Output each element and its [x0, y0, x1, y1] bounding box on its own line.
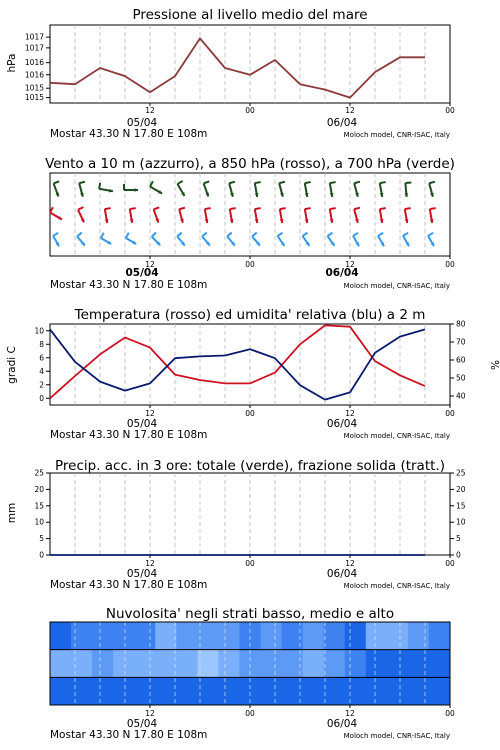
- cloud-cell: [366, 622, 388, 650]
- wind-date-label: 06/04: [325, 267, 359, 279]
- cloud-cell: [92, 650, 114, 678]
- cloud-cell: [134, 677, 156, 705]
- wind-10m-barb: [378, 233, 384, 246]
- cloud-cell: [176, 677, 198, 705]
- cloud-cell: [387, 650, 409, 678]
- temperature-ytick-label: 4: [39, 366, 44, 376]
- wind-hour-label: 12: [145, 260, 155, 269]
- wind-850-barb: [380, 208, 386, 223]
- pressure-ytick-label: 1016: [24, 58, 44, 68]
- cloud-cell: [408, 677, 430, 705]
- cloud-date-label: 05/04: [126, 718, 158, 730]
- cloud-cell: [197, 622, 219, 650]
- precip-ytick-label: 20: [34, 484, 44, 494]
- cloud-location-label: Mostar 43.30 N 17.80 E 108m: [50, 729, 208, 741]
- cloud-hour-label: 12: [345, 709, 355, 718]
- cloud-cell: [429, 622, 451, 650]
- pressure-hour-label: 00: [445, 106, 455, 115]
- temperature-plot-frame: [50, 324, 450, 405]
- cloud-cell: [197, 650, 219, 678]
- cloud-cell: [408, 650, 430, 678]
- temperature-hour-label: 12: [345, 409, 355, 418]
- pressure-ytick-label: 1017: [24, 32, 44, 42]
- cloud-cell: [134, 622, 156, 650]
- wind-700-barb: [178, 181, 185, 196]
- cloud-cell: [50, 650, 72, 678]
- precip-hour-label: 12: [345, 559, 355, 568]
- cloud-cell: [261, 677, 283, 705]
- cloud-cell: [345, 650, 367, 678]
- cloud-cell: [303, 622, 325, 650]
- wind-850-barb: [280, 208, 286, 223]
- wind-location-label: Mostar 43.30 N 17.80 E 108m: [50, 279, 208, 291]
- wind-850-barb: [50, 207, 62, 219]
- wind-850-barb: [305, 208, 311, 223]
- wind-700-barb: [124, 184, 138, 192]
- wind-10m-barb: [252, 233, 260, 246]
- wind-10m-barb: [303, 233, 310, 246]
- cloud-cell: [366, 650, 388, 678]
- precip-ytick-right-label: 20: [456, 484, 466, 494]
- cloud-cell: [113, 650, 135, 678]
- wind-850-barb: [405, 208, 411, 223]
- wind-10m-barb: [227, 233, 235, 246]
- cloud-cell: [429, 677, 451, 705]
- cloud-cell: [408, 622, 430, 650]
- pressure-hour-label: 12: [345, 106, 355, 115]
- pressure-ytick-label: 1016: [24, 70, 44, 80]
- temperature-chart-title: Temperatura (rosso) ed umidita' relativa (blu) a 2 m: [74, 307, 426, 323]
- cloud-credit-label: Moloch model, CNR-ISAC, Italy: [343, 732, 450, 740]
- temperature-credit-label: Moloch model, CNR-ISAC, Italy: [343, 432, 450, 440]
- wind-850-barb: [154, 207, 160, 222]
- precip-chart-title: Precip. acc. in 3 ore: totale (verde), frazione solida (tratt.): [55, 458, 445, 474]
- cloud-cell: [218, 622, 240, 650]
- precip-hour-label: 00: [445, 559, 455, 568]
- precip-ytick-label: 25: [34, 468, 44, 478]
- wind-850-barb: [205, 208, 211, 223]
- precip-credit-label: Moloch model, CNR-ISAC, Italy: [343, 582, 450, 590]
- precip-location-label: Mostar 43.30 N 17.80 E 108m: [50, 579, 208, 591]
- temperature-ytick-label: 6: [39, 353, 44, 363]
- humidity-ytick-label: 70: [456, 337, 466, 347]
- cloud-cell: [92, 677, 114, 705]
- precip-hour-label: 12: [145, 559, 155, 568]
- cloud-cell: [303, 677, 325, 705]
- wind-10m-barb: [278, 233, 285, 246]
- cloud-cell: [50, 622, 72, 650]
- wind-hour-label: 12: [345, 260, 355, 269]
- precip-hour-label: 00: [245, 559, 255, 568]
- humidity-ylabel: %: [488, 360, 500, 370]
- pressure-date-label: 06/04: [326, 117, 358, 129]
- wind-700-barb: [204, 181, 210, 196]
- wind-700-barb: [255, 182, 261, 197]
- pressure-ytick-label: 1015: [24, 93, 44, 103]
- cloud-cell: [134, 650, 156, 678]
- pressure-location-label: Mostar 43.30 N 17.80 E 108m: [50, 128, 208, 140]
- wind-850-barb: [130, 208, 136, 223]
- temperature-ytick-label: 8: [39, 339, 44, 349]
- pressure-chart-title: Pressione al livello medio del mare: [132, 7, 368, 23]
- cloud-cell: [303, 650, 325, 678]
- cloud-cell: [324, 622, 346, 650]
- temperature-ylabel: gradi C: [6, 346, 18, 384]
- cloud-date-label: 06/04: [326, 718, 358, 730]
- cloud-cell: [261, 622, 283, 650]
- wind-700-barb: [79, 182, 85, 197]
- precip-ytick-label: 5: [39, 534, 44, 544]
- cloud-cell: [197, 677, 219, 705]
- pressure-ytick-label: 1017: [24, 43, 44, 53]
- wind-850-barb: [330, 208, 336, 223]
- precip-ytick-right-label: 0: [456, 550, 461, 560]
- wind-10m-barb: [77, 233, 85, 246]
- cloud-cell: [176, 650, 198, 678]
- wind-700-barb: [404, 183, 411, 197]
- precip-ytick-label: 10: [34, 517, 44, 527]
- temperature-hour-label: 12: [145, 409, 155, 418]
- humidity-line: [50, 329, 425, 399]
- wind-10m-barb: [403, 233, 409, 246]
- cloud-cell: [345, 622, 367, 650]
- precip-date-label: 05/04: [126, 568, 158, 580]
- temperature-ytick-label: 10: [34, 326, 44, 336]
- cloud-cell: [71, 677, 93, 705]
- precip-ylabel: mm: [6, 502, 18, 524]
- wind-hour-label: 00: [245, 260, 255, 269]
- wind-10m-barb: [101, 233, 111, 244]
- cloud-cell: [429, 650, 451, 678]
- wind-850-barb: [354, 208, 360, 223]
- cloud-cell: [155, 677, 177, 705]
- temperature-hour-label: 00: [445, 409, 455, 418]
- cloud-cell: [345, 677, 367, 705]
- cloud-cell: [218, 650, 240, 678]
- pressure-hour-label: 12: [145, 106, 155, 115]
- cloud-hour-label: 12: [145, 709, 155, 718]
- cloud-cell: [366, 677, 388, 705]
- temperature-location-label: Mostar 43.30 N 17.80 E 108m: [50, 429, 208, 441]
- wind-hour-label: 00: [445, 260, 455, 269]
- cloud-cell: [113, 622, 135, 650]
- temperature-date-label: 06/04: [326, 418, 358, 430]
- wind-10m-barb: [428, 233, 434, 246]
- cloud-hour-label: 00: [445, 709, 455, 718]
- wind-10m-barb: [202, 233, 210, 246]
- wind-700-barb: [305, 182, 311, 197]
- humidity-ytick-label: 40: [456, 391, 466, 401]
- wind-850-barb: [78, 207, 84, 222]
- precip-ytick-right-label: 15: [456, 501, 466, 511]
- wind-10m-barb: [53, 233, 59, 246]
- precip-ytick-right-label: 25: [456, 468, 466, 478]
- wind-700-barb: [429, 182, 435, 197]
- cloud-cell: [92, 622, 114, 650]
- wind-700-barb: [229, 182, 235, 197]
- wind-850-barb: [230, 208, 236, 223]
- cloud-cell: [324, 677, 346, 705]
- wind-credit-label: Moloch model, CNR-ISAC, Italy: [343, 282, 450, 290]
- wind-850-barb: [255, 208, 261, 223]
- precip-ytick-label: 0: [39, 550, 44, 560]
- humidity-ytick-label: 50: [456, 373, 466, 383]
- humidity-ytick-label: 60: [456, 355, 466, 365]
- cloud-cell: [176, 622, 198, 650]
- cloud-cell: [261, 650, 283, 678]
- cloud-cell: [71, 650, 93, 678]
- cloud-cell: [155, 650, 177, 678]
- wind-850-barb: [430, 208, 436, 223]
- pressure-credit-label: Moloch model, CNR-ISAC, Italy: [343, 131, 450, 139]
- temperature-date-label: 05/04: [126, 418, 158, 430]
- cloud-cell: [387, 677, 409, 705]
- pressure-ytick-label: 1015: [24, 83, 44, 93]
- pressure-hour-label: 00: [245, 106, 255, 115]
- precip-ytick-right-label: 5: [456, 534, 461, 544]
- wind-chart-title: Vento a 10 m (azzurro), a 850 hPa (rosso), a 700 hPa (verde): [45, 156, 455, 172]
- humidity-ytick-label: 80: [456, 319, 466, 329]
- wind-10m-barb: [126, 233, 136, 244]
- cloud-cell: [387, 622, 409, 650]
- precip-ytick-right-label: 10: [456, 517, 466, 527]
- cloud-cell: [50, 677, 72, 705]
- wind-10m-barb: [152, 233, 160, 246]
- cloud-cell: [113, 677, 135, 705]
- cloud-cell: [155, 622, 177, 650]
- wind-700-barb: [380, 182, 386, 197]
- pressure-date-label: 05/04: [126, 117, 158, 129]
- wind-700-barb: [150, 181, 162, 193]
- pressure-ylabel: hPa: [6, 53, 18, 73]
- wind-700-barb: [54, 181, 60, 196]
- wind-700-barb: [330, 182, 336, 197]
- wind-700-barb: [99, 183, 113, 193]
- pressure-line: [50, 38, 425, 97]
- precip-ytick-label: 15: [34, 501, 44, 511]
- wind-700-barb: [279, 182, 285, 197]
- precip-plot-frame: [50, 473, 450, 555]
- cloud-cell: [71, 622, 93, 650]
- cloud-hour-label: 00: [245, 709, 255, 718]
- temperature-hour-label: 00: [245, 409, 255, 418]
- temperature-ytick-label: 0: [39, 393, 44, 403]
- cloud-cell: [324, 650, 346, 678]
- wind-10m-barb: [328, 233, 335, 246]
- wind-10m-barb: [177, 233, 185, 246]
- wind-700-barb: [354, 182, 360, 197]
- wind-850-barb: [179, 208, 185, 223]
- precip-date-label: 06/04: [326, 568, 358, 580]
- wind-10m-barb: [353, 233, 359, 246]
- wind-850-barb: [105, 208, 111, 223]
- temperature-ytick-label: 2: [39, 380, 44, 390]
- cloud-chart-title: Nuvolosita' negli strati basso, medio e alto: [105, 606, 395, 622]
- cloud-cell: [218, 677, 240, 705]
- wind-date-label: 05/04: [125, 267, 159, 279]
